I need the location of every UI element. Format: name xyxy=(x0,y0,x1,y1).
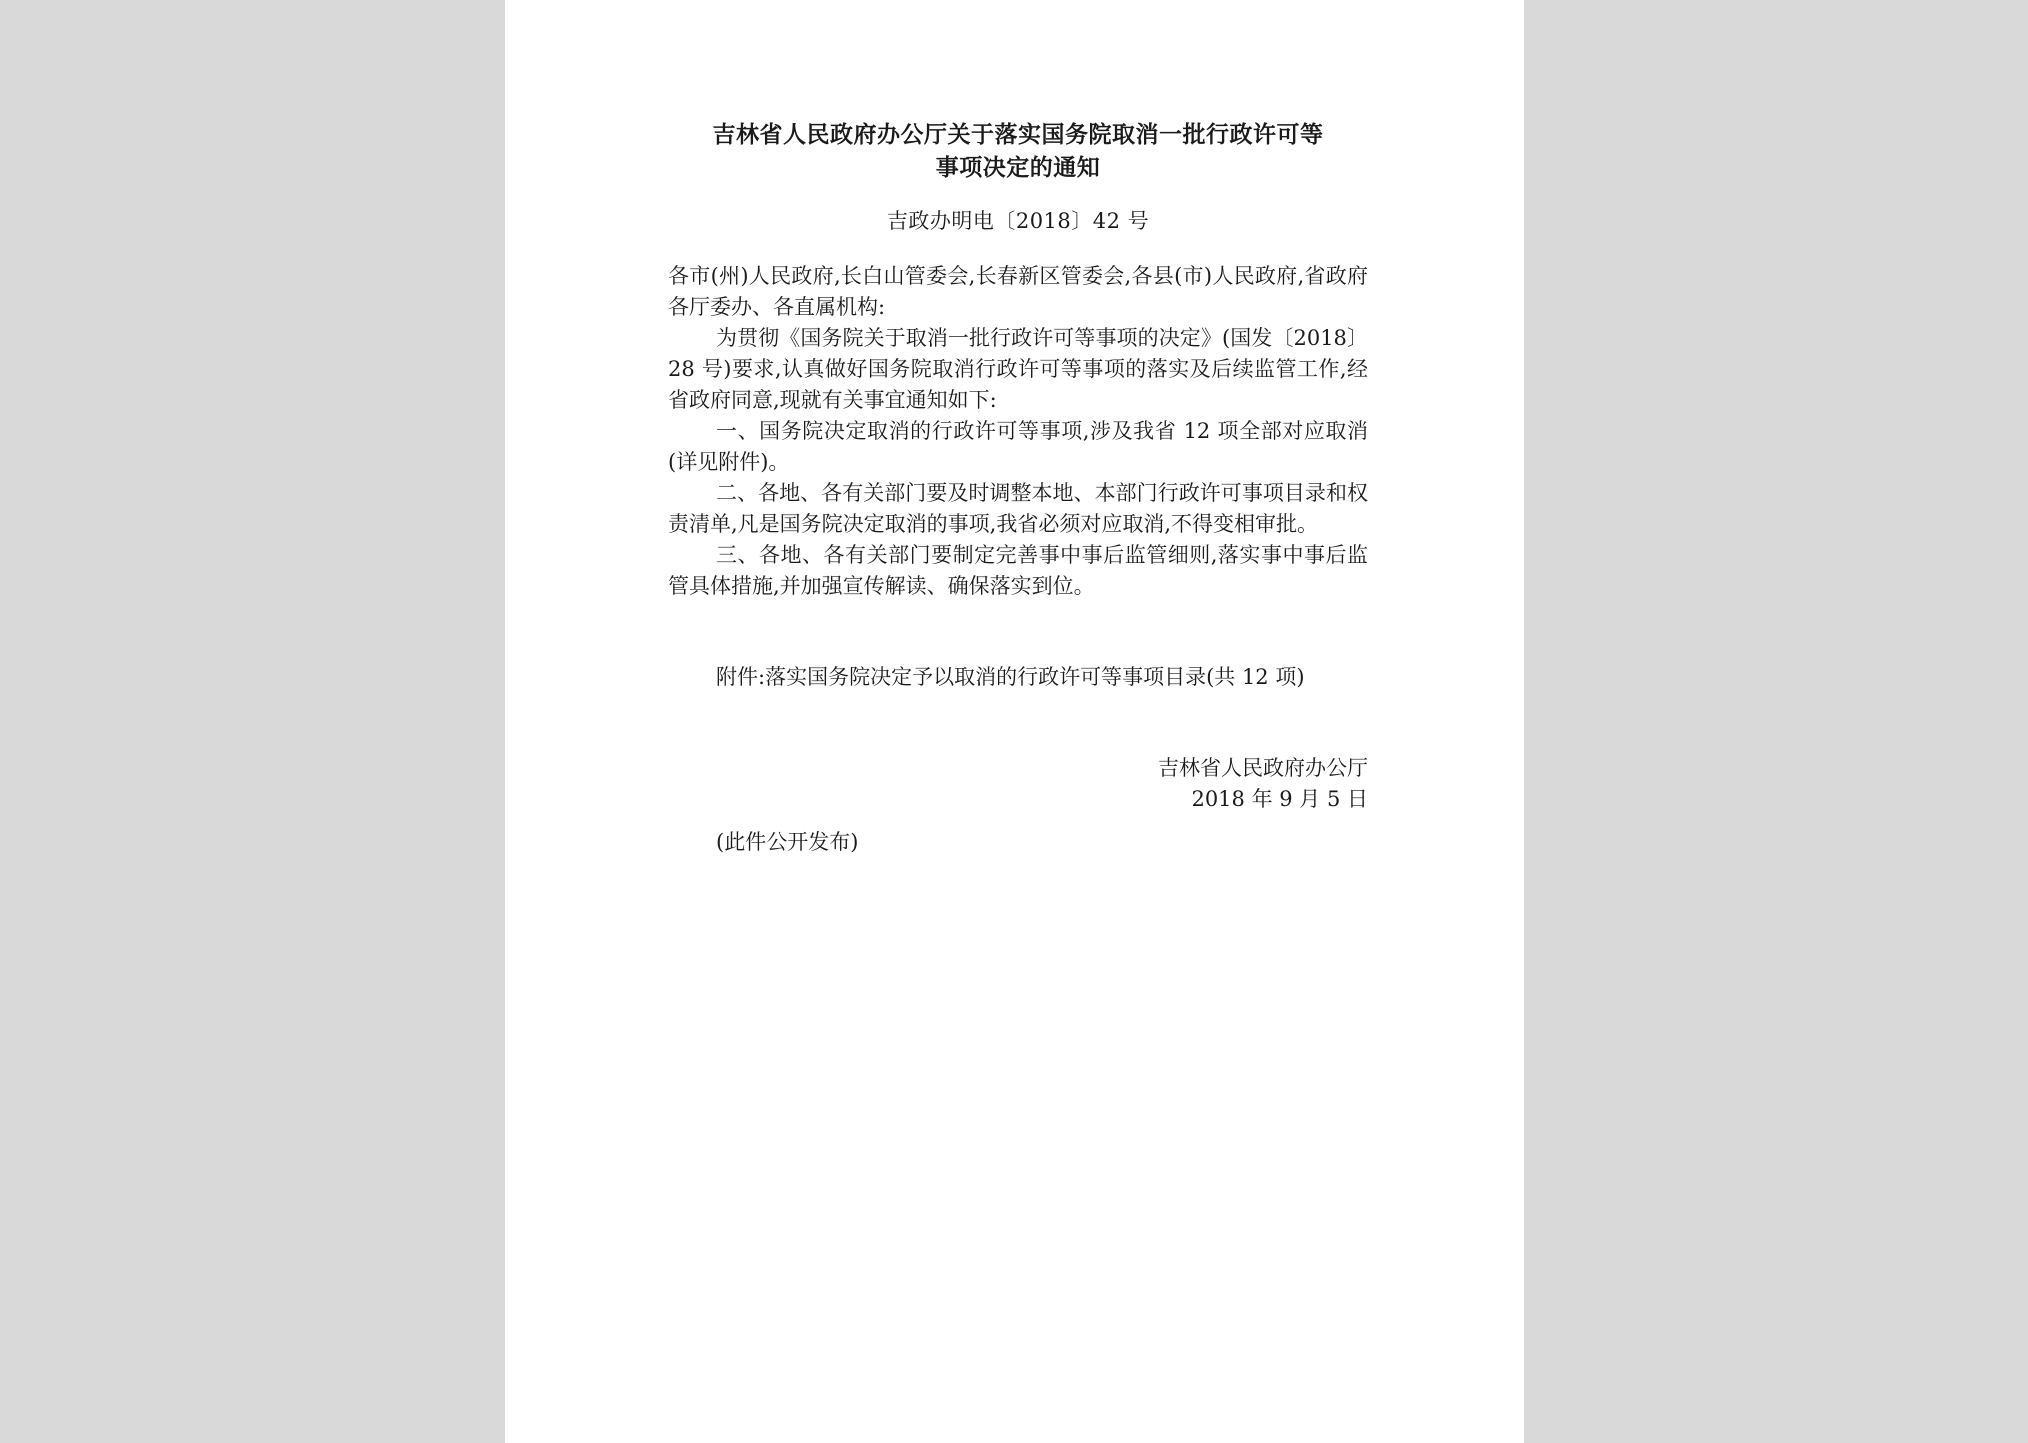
paragraph-item-1: 一、国务院决定取消的行政许可等事项,涉及我省 12 项全部对应取消(详见附件)。 xyxy=(668,419,1368,474)
paragraph-item-2: 二、各地、各有关部门要及时调整本地、本部门行政许可事项目录和权责清单,凡是国务院决定取消的事项,我省必须对应取消,不得变相审批。 xyxy=(668,481,1368,536)
document-number: 吉政办明电〔2018〕42 号 xyxy=(886,209,1150,233)
title-line-2: 事项决定的通知 xyxy=(935,154,1101,181)
public-note: (此件公开发布) xyxy=(716,830,859,854)
document-body xyxy=(668,118,1368,858)
signature-block xyxy=(668,753,1368,815)
document-title xyxy=(668,118,1368,184)
document-page xyxy=(505,0,1524,1443)
recipients: 各市(州)人民政府,长白山管委会,长春新区管委会,各县(市)人民政府,省政府各厅委办、各直属机构: xyxy=(668,264,1368,319)
paragraph-intro: 为贯彻《国务院关于取消一批行政许可等事项的决定》(国发〔2018〕28 号)要求,认真做好国务院取消行政许可等事项的落实及后续监管工作,经省政府同意,现就有关事宜通知如下: xyxy=(668,326,1368,412)
attachment-note: 附件:落实国务院决定予以取消的行政许可等事项目录(共 12 项) xyxy=(716,665,1305,689)
paragraph-item-3: 三、各地、各有关部门要制定完善事中事后监管细则,落实事中事后监管具体措施,并加强宣传解读、确保落实到位。 xyxy=(668,543,1368,598)
title-line-1: 吉林省人民政府办公厅关于落实国务院取消一批行政许可等 xyxy=(712,121,1324,148)
issuer: 吉林省人民政府办公厅 xyxy=(1158,756,1368,780)
issue-date: 2018 年 9 月 5 日 xyxy=(1191,787,1368,811)
document-content xyxy=(668,261,1368,602)
